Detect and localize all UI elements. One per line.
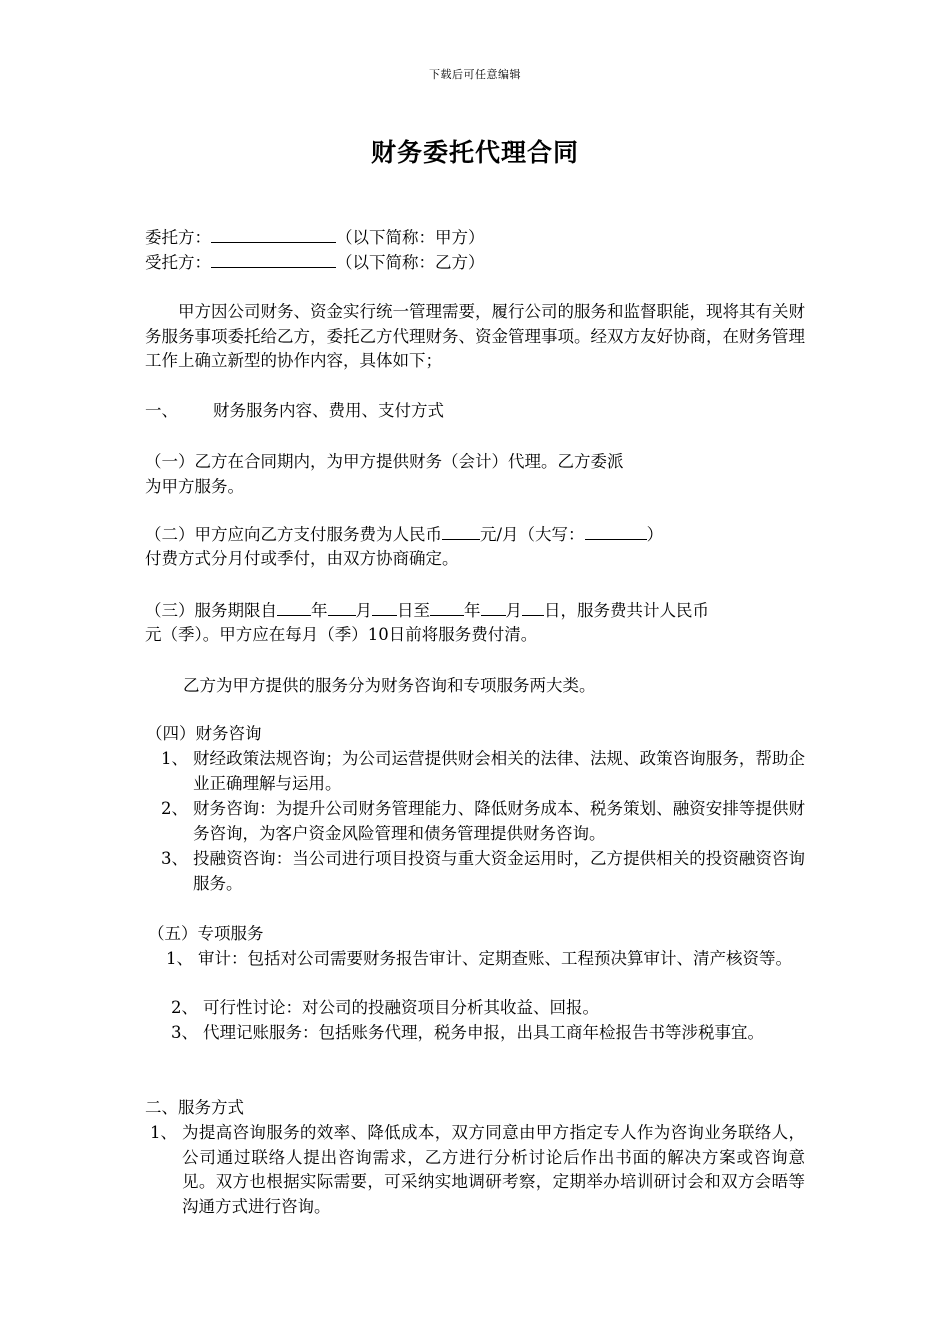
section2-heading: 二、服务方式 (145, 1098, 244, 1117)
special-heading: （五）专项服务 (148, 924, 264, 943)
item3-month-label-2: 月 (505, 601, 522, 620)
special-item-1-text: 审计：包括对公司需要财务报告审计、定期查账、工程预决算审计、清产核资等。 (198, 949, 792, 968)
client-name-blank[interactable] (211, 225, 336, 243)
client-label: 委托方： (145, 228, 211, 247)
section1-number: 一、 (145, 401, 178, 420)
agent-line (145, 250, 485, 275)
item3-line1 (145, 598, 709, 623)
page-header: 下载后可任意编辑 (429, 68, 521, 81)
consulting-item-1-num: 1、 (161, 749, 188, 768)
client-line (145, 225, 485, 250)
consulting-item-3-text: 投融资咨询：当公司进行项目投资与重大资金运用时，乙方提供相关的投资融资咨询服务。 (193, 849, 805, 893)
item3-text-end: 日，服务费共计人民币 (544, 601, 709, 620)
end-month-blank[interactable] (481, 598, 506, 616)
start-day-blank[interactable] (372, 598, 397, 616)
fee-amount-blank[interactable] (442, 522, 480, 540)
start-year-blank[interactable] (277, 598, 311, 616)
item1-line2: 为甲方服务。 (145, 477, 244, 496)
service-summary: 乙方为甲方提供的服务分为财务咨询和专项服务两大类。 (183, 676, 596, 695)
fee-capital-blank[interactable] (585, 522, 647, 540)
end-day-blank[interactable] (522, 598, 544, 616)
item2-line1 (145, 522, 663, 547)
special-item-1-num: 1、 (166, 949, 193, 968)
item2-line2: 付费方式分月付或季付，由双方协商确定。 (145, 549, 459, 568)
consulting-item-2-text: 财务咨询：为提升公司财务管理能力、降低财务成本、税务策划、融资安排等提供财务咨询，为客户资金风险管理和债务管理提供财务咨询。 (193, 799, 805, 843)
section2-item-1-text: 为提高咨询服务的效率、降低成本，双方同意由甲方指定专人作为咨询业务联络人，公司通过联络人提出咨询需求，乙方进行分析讨论后作出书面的解决方案或咨询意见。双方也根据实际需要，可采纳实地调研考察，定期举办培训研讨会和双方会晤等沟通方式进行咨询。 (182, 1123, 805, 1216)
item3-line2: 元（季）。甲方应在每月（季）10日前将服务费付清。 (145, 625, 538, 644)
item3-text-a: （三）服务期限自 (145, 601, 277, 620)
item2-text-c: ） (646, 525, 664, 544)
special-item-3-text: 代理记账服务：包括账务代理，税务申报，出具工商年检报告书等涉税事宜。 (203, 1023, 764, 1042)
item3-month-label: 月 (355, 601, 372, 620)
item2-text-b: 元/月（大写： (480, 525, 585, 544)
item3-year-label-2: 年 (464, 601, 481, 620)
client-note: （以下简称：甲方） (336, 228, 485, 247)
agent-name-blank[interactable] (211, 250, 336, 268)
consulting-item-2-num: 2、 (161, 799, 188, 818)
special-item-2-text: 可行性讨论：对公司的投融资项目分析其收益、回报。 (203, 998, 599, 1017)
intro-paragraph: 甲方因公司财务、资金实行统一管理需要，履行公司的服务和监督职能，现将其有关财务服务事项委托给乙方，委托乙方代理财务、资金管理事项。经双方友好协商，在财务管理工作上确立新型的协作内容，具体如下； (145, 302, 805, 370)
item3-day-to-label: 日至 (397, 601, 430, 620)
special-item-2-num: 2、 (171, 998, 198, 1017)
agent-label: 受托方： (145, 253, 211, 272)
item1-line1: （一）乙方在合同期内，为甲方提供财务（会计）代理。乙方委派 (145, 452, 624, 471)
start-month-blank[interactable] (328, 598, 356, 616)
item2-text-a: （二）甲方应向乙方支付服务费为人民币 (145, 525, 442, 544)
consulting-item-3-num: 3、 (161, 849, 188, 868)
section1-title: 财务服务内容、费用、支付方式 (213, 401, 444, 420)
end-year-blank[interactable] (430, 598, 464, 616)
special-item-3-num: 3、 (171, 1023, 198, 1042)
agent-note: （以下简称：乙方） (336, 253, 485, 272)
section2-item-1-num: 1、 (150, 1123, 177, 1142)
contract-title: 财务委托代理合同 (370, 138, 579, 167)
consulting-heading: （四）财务咨询 (146, 724, 262, 743)
item3-year-label: 年 (311, 601, 328, 620)
section1-heading (145, 399, 444, 423)
consulting-item-1-text: 财经政策法规咨询；为公司运营提供财会相关的法律、法规、政策咨询服务，帮助企业正确理解与运用。 (193, 749, 805, 793)
